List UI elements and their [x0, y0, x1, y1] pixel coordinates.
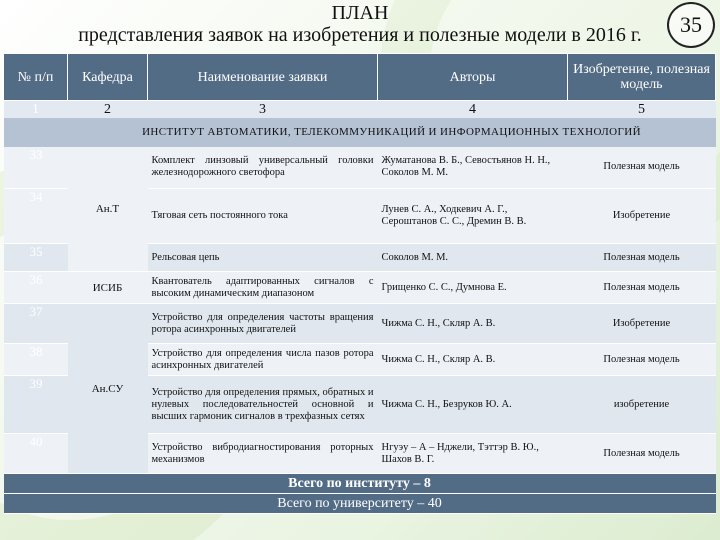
page-title [60, 2, 660, 46]
row-type: Полезная модель [568, 434, 716, 474]
row-authors: Соколов М. М. [378, 244, 568, 272]
index-cell: 2 [68, 101, 148, 119]
index-cell: 3 [148, 101, 378, 119]
index-cell: 5 [568, 101, 716, 119]
row-authors: Нгуэу – А – Нджели, Тэттэр В. Ю., Шахов В. Г. [378, 434, 568, 474]
row-type: Полезная модель [568, 244, 716, 272]
row-num: 33 [4, 147, 68, 189]
row-type: изобретение [568, 376, 716, 434]
row-num: 40 [4, 434, 68, 474]
row-authors: Чижма С. Н., Безруков Ю. А. [378, 376, 568, 434]
row-name: Тяговая сеть постоянного тока [148, 189, 378, 244]
row-num: 36 [4, 272, 68, 304]
row-authors: Чижма С. Н., Скляр А. В. [378, 344, 568, 376]
total-university: Всего по университету – 40 [4, 494, 716, 514]
index-cell: 4 [378, 101, 568, 119]
row-authors: Жуматанова В. Б., Севостьянов Н. Н., Соколов М. М. [378, 147, 568, 189]
header-num: № п/п [4, 54, 68, 101]
row-name: Квантователь адаптированных сигналов с высоким динамическим диапазоном [148, 272, 378, 304]
row-num: 37 [4, 304, 68, 344]
row-department: Ан.Т [68, 147, 148, 272]
header-authors: Авторы [378, 54, 568, 101]
row-type: Полезная модель [568, 147, 716, 189]
row-department: ИСИБ [68, 272, 148, 304]
header-name: Наименование заявки [148, 54, 378, 101]
applications-table [3, 53, 716, 514]
row-department: Ан.СУ [68, 304, 148, 474]
row-type: Изобретение [568, 189, 716, 244]
table-row [4, 147, 716, 189]
row-name: Устройство для определения частоты вращения ротора асинхронных двигателей [148, 304, 378, 344]
title-line-2: представления заявок на изобретения и полезные модели в 2016 г. [78, 24, 642, 46]
total-institute-row [4, 474, 716, 494]
header-department: Кафедра [68, 54, 148, 101]
row-type: Изобретение [568, 304, 716, 344]
row-name: Устройство вибродиагностирования роторных механизмов [148, 434, 378, 474]
table-row [4, 272, 716, 304]
column-index-row [4, 101, 716, 119]
row-type: Полезная модель [568, 272, 716, 304]
row-num: 35 [4, 244, 68, 272]
total-institute: Всего по институту – 8 [4, 474, 716, 494]
row-name: Устройство для определения числа пазов ротора асинхронных двигателей [148, 344, 378, 376]
total-university-row [4, 494, 716, 514]
row-name: Рельсовая цепь [148, 244, 378, 272]
row-num: 38 [4, 344, 68, 376]
row-name: Комплект линзовый универсальный головки железнодорожного светофора [148, 147, 378, 189]
header-type: Изобретение, полезная модель [568, 54, 716, 101]
row-num: 34 [4, 189, 68, 244]
row-authors: Лунев С. А., Ходкевич А. Г., Сероштанов С. С., Дремин В. В. [378, 189, 568, 244]
index-cell: 1 [4, 101, 68, 119]
row-authors: Чижма С. Н., Скляр А. В. [378, 304, 568, 344]
row-name: Устройство для определения прямых, обратных и нулевых последовательностей основной и высших гармоник сигналов в трехфазных сетях [148, 376, 378, 434]
row-type: Полезная модель [568, 344, 716, 376]
table-row [4, 304, 716, 344]
slide-number-badge: 35 [667, 2, 715, 48]
header-row [4, 54, 716, 101]
row-num: 39 [4, 376, 68, 434]
institute-name: ИНСТИТУТ АВТОМАТИКИ, ТЕЛЕКОММУНИКАЦИЙ И ИНФОРМАЦИОННЫХ ТЕХНОЛОГИЙ [68, 119, 716, 147]
institute-num-cell [4, 119, 68, 147]
title-line-1: ПЛАН [331, 2, 389, 24]
institute-row [4, 119, 716, 147]
row-authors: Грищенко С. С., Думнова Е. [378, 272, 568, 304]
